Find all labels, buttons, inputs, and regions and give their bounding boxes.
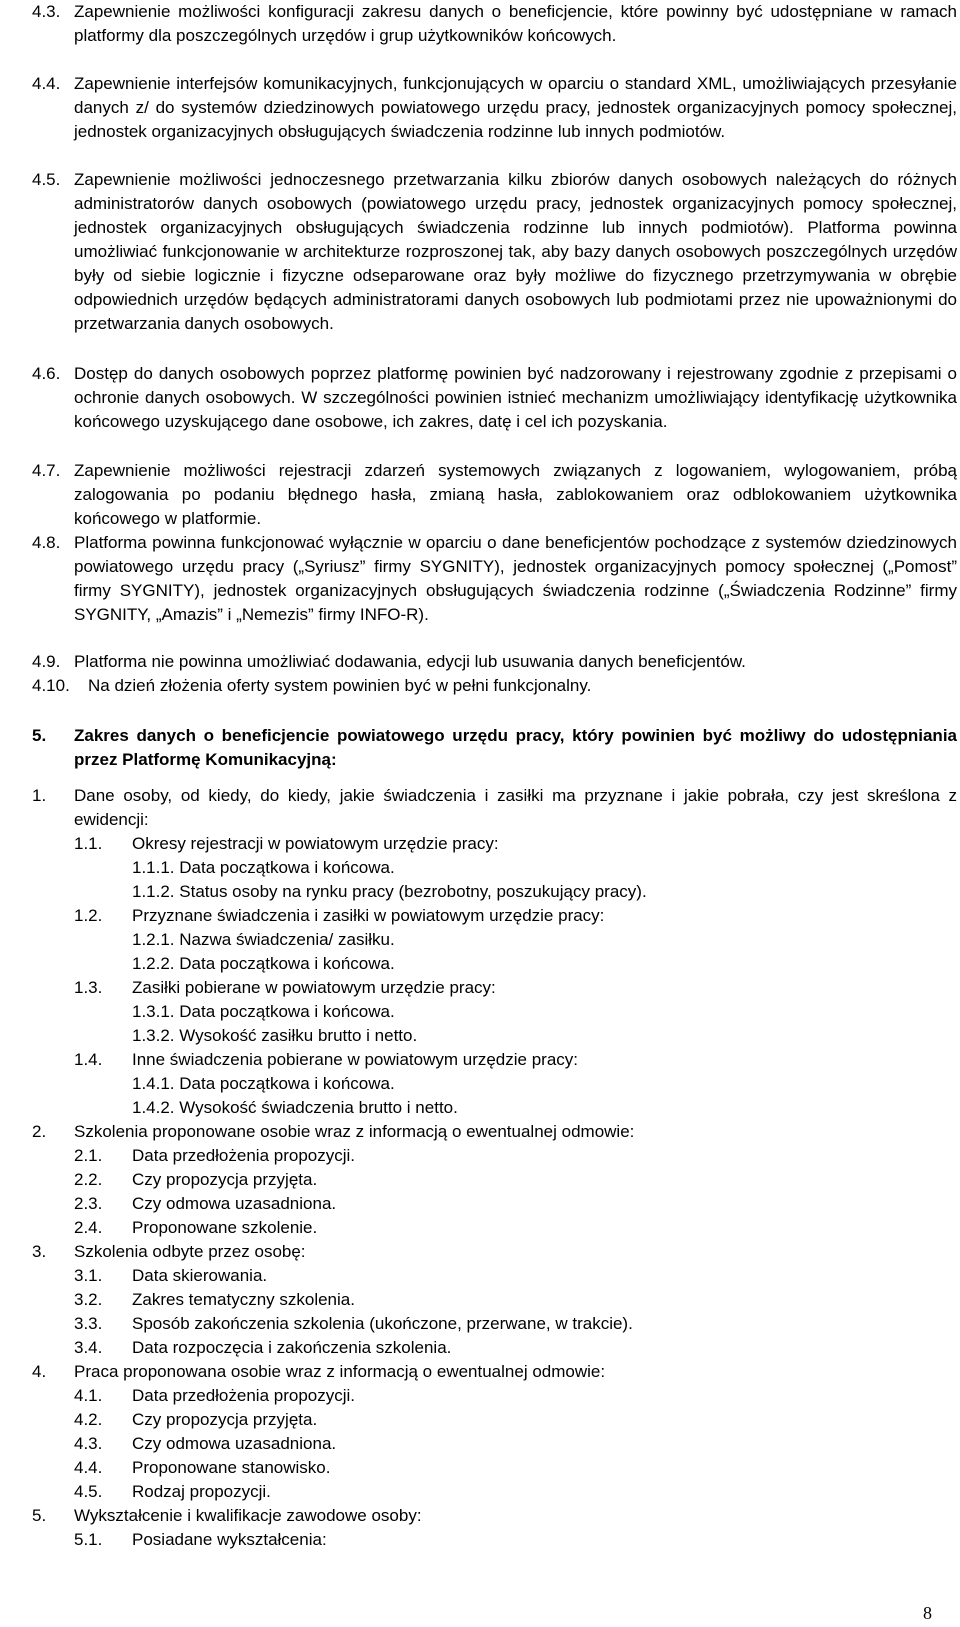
item-number: 1. — [32, 786, 47, 805]
item-number: 3.2. — [74, 1290, 103, 1309]
list-item — [32, 674, 957, 698]
item-text: Czy propozycja przyjęta. — [132, 1170, 318, 1189]
item-text: Zapewnienie możliwości jednoczesnego przetwarzania kilku zbiorów danych osobowych należących do różnych administratorów danych osobowych (powiatowego urzędu pracy, jednostek organizacyjnych pomocy społecznej, jednostek organizacyjnych obsługujących świadczenia rodzinne lub innych podmiotów). Platforma powinna umożliwiać funkcjonowanie w architekturze rozproszonej tak, aby bazy danych osobowych poszczególnych urzędów były od siebie logicznie i fizyczne odseparowane oraz były możliwe do fizycznego przetrzymywania w obrębie odpowiednich urzędów będących administratorami danych osobowych lub podmiotami przez nie upoważnionymi do przetwarzania danych osobowych. — [74, 170, 957, 333]
item-number: 4.5. — [74, 1482, 103, 1501]
item-text: Zapewnienie możliwości rejestracji zdarzeń systemowych związanych z logowaniem, wylogowaniem, próbą zalogowania po podaniu błędnego hasła, zmianą hasła, zablokowaniem oraz odblokowaniem użytkownika końcowego w platformie. — [74, 461, 957, 528]
item-number: 2.1. — [74, 1146, 103, 1165]
list-item — [32, 0, 957, 48]
item-text: Proponowane szkolenie. — [132, 1218, 318, 1237]
item-text: 1.4.1. Data początkowa i końcowa. — [132, 1074, 395, 1093]
item-text: Okresy rejestracji w powiatowym urzędzie pracy: — [132, 834, 499, 853]
page-number: 8 — [923, 1603, 932, 1623]
item-text: Przyznane świadczenia i zasiłki w powiatowym urzędzie pracy: — [132, 906, 605, 925]
item-text: Platforma powinna funkcjonować wyłącznie w oparciu o dane beneficjentów pochodzące z systemów dziedzinowych powiatowego urzędu pracy („Syriusz” firmy SYGNITY), jednostek organizacyjnych pomocy społecznej („Pomost” firmy SYGNITY), jednostek organizacyjnych obsługujących świadczenia rodzinne („Świadczenia Rodzinne” firmy SYGNITY, „Amazis” i „Nemezis” firmy INFO-R). — [74, 533, 957, 624]
item-text: Na dzień złożenia oferty system powinien być w pełni funkcjonalny. — [88, 676, 592, 695]
item-number: 4.4. — [74, 1458, 103, 1477]
item-number: 1.4. — [74, 1050, 103, 1069]
item-text: 1.3.1. Data początkowa i końcowa. — [132, 1002, 395, 1021]
section-heading — [32, 724, 957, 772]
item-number: 4.8. — [32, 533, 61, 552]
item-text: Dane osoby, od kiedy, do kiedy, jakie świadczenia i zasiłki ma przyznane i jakie pobrała, czy jest skreślona z ewidencji: — [74, 786, 957, 829]
item-number: 4.3. — [32, 2, 61, 21]
item-text: 1.1.1. Data początkowa i końcowa. — [132, 858, 395, 877]
item-text: Zapewnienie możliwości konfiguracji zakresu danych o beneficjencie, które powinny być udostępniane w ramach platformy dla poszczególnych urzędów i grup użytkowników końcowych. — [74, 2, 957, 45]
list-item — [32, 650, 957, 674]
item-number: 5. — [32, 1506, 47, 1525]
item-number: 4.9. — [32, 652, 61, 671]
item-number: 3.3. — [74, 1314, 103, 1333]
item-number: 4.4. — [32, 74, 61, 93]
item-text: Czy odmowa uzasadniona. — [132, 1194, 337, 1213]
item-text: Praca proponowana osobie wraz z informacją o ewentualnej odmowie: — [74, 1362, 606, 1381]
item-text: Posiadane wykształcenia: — [132, 1530, 327, 1549]
item-number: 1.3. — [74, 978, 103, 997]
item-text: Sposób zakończenia szkolenia (ukończone, przerwane, w trakcie). — [132, 1314, 633, 1333]
item-number: 4.3. — [74, 1434, 103, 1453]
item-number: 4.10. — [32, 676, 70, 695]
item-number: 1.2. — [74, 906, 103, 925]
item-text: Zasiłki pobierane w powiatowym urzędzie pracy: — [132, 978, 496, 997]
list-item — [32, 362, 957, 434]
item-number: 2. — [32, 1122, 47, 1141]
item-text: Data rozpoczęcia i zakończenia szkolenia. — [132, 1338, 452, 1357]
item-number: 1.1. — [74, 834, 103, 853]
item-text: 1.1.2. Status osoby na rynku pracy (bezrobotny, poszukujący pracy). — [132, 882, 647, 901]
item-text: Rodzaj propozycji. — [132, 1482, 271, 1501]
item-text: Proponowane stanowisko. — [132, 1458, 331, 1477]
item-number: 2.4. — [74, 1218, 103, 1237]
item-text: 1.4.2. Wysokość świadczenia brutto i netto. — [132, 1098, 458, 1117]
list-item — [32, 531, 957, 627]
item-text: Data przedłożenia propozycji. — [132, 1386, 356, 1405]
list-item — [32, 72, 957, 144]
item-text: 1.2.2. Data początkowa i końcowa. — [132, 954, 395, 973]
list-item — [32, 784, 957, 832]
item-text: Czy odmowa uzasadniona. — [132, 1434, 337, 1453]
item-number: 4. — [32, 1362, 47, 1381]
item-text: Czy propozycja przyjęta. — [132, 1410, 318, 1429]
item-text: Inne świadczenia pobierane w powiatowym urzędzie pracy: — [132, 1050, 579, 1069]
item-text: Szkolenia odbyte przez osobę: — [74, 1242, 306, 1261]
list-item — [32, 459, 957, 531]
item-text: Wykształcenie i kwalifikacje zawodowe osoby: — [74, 1506, 422, 1525]
item-text: Platforma nie powinna umożliwiać dodawania, edycji lub usuwania danych beneficjentów. — [74, 652, 746, 671]
item-text: Zapewnienie interfejsów komunikacyjnych, funkcjonujących w oparciu o standard XML, umożliwiających przesyłanie danych z/ do systemów dziedzinowych powiatowego urzędu pracy, jednostek organizacyjnych pomocy społecznej, jednostek organizacyjnych obsługujących świadczenia rodzinne lub innych podmiotów. — [74, 74, 957, 141]
item-text: Szkolenia proponowane osobie wraz z informacją o ewentualnej odmowie: — [74, 1122, 635, 1141]
section-title: Zakres danych o beneficjencie powiatowego urzędu pracy, który powinien być możliwy do udostępniania przez Platformę Komunikacyjną: — [74, 726, 957, 769]
item-text: 1.2.1. Nazwa świadczenia/ zasiłku. — [132, 930, 395, 949]
item-number: 3.1. — [74, 1266, 103, 1285]
item-text: Zakres tematyczny szkolenia. — [132, 1290, 355, 1309]
item-number: 4.5. — [32, 170, 61, 189]
item-number: 3. — [32, 1242, 47, 1261]
item-number: 4.1. — [74, 1386, 103, 1405]
item-number: 4.6. — [32, 364, 61, 383]
item-text: Data skierowania. — [132, 1266, 268, 1285]
item-text: 1.3.2. Wysokość zasiłku brutto i netto. — [132, 1026, 418, 1045]
item-number: 4.2. — [74, 1410, 103, 1429]
item-number: 2.3. — [74, 1194, 103, 1213]
item-text: Dostęp do danych osobowych poprzez platformę powinien być nadzorowany i rejestrowany zgodnie z przepisami o ochronie danych osobowych. W szczególności powinien istnieć mechanizm umożliwiający identyfikację użytkownika końcowego uzyskującego dane osobowe, ich zakres, datę i cel ich pozyskania. — [74, 364, 957, 431]
item-number: 2.2. — [74, 1170, 103, 1189]
item-number: 4.7. — [32, 461, 61, 480]
list-item — [32, 168, 957, 336]
item-number: 5.1. — [74, 1530, 103, 1549]
item-text: Data przedłożenia propozycji. — [132, 1146, 356, 1165]
item-number: 3.4. — [74, 1338, 103, 1357]
section-number: 5. — [32, 726, 47, 745]
